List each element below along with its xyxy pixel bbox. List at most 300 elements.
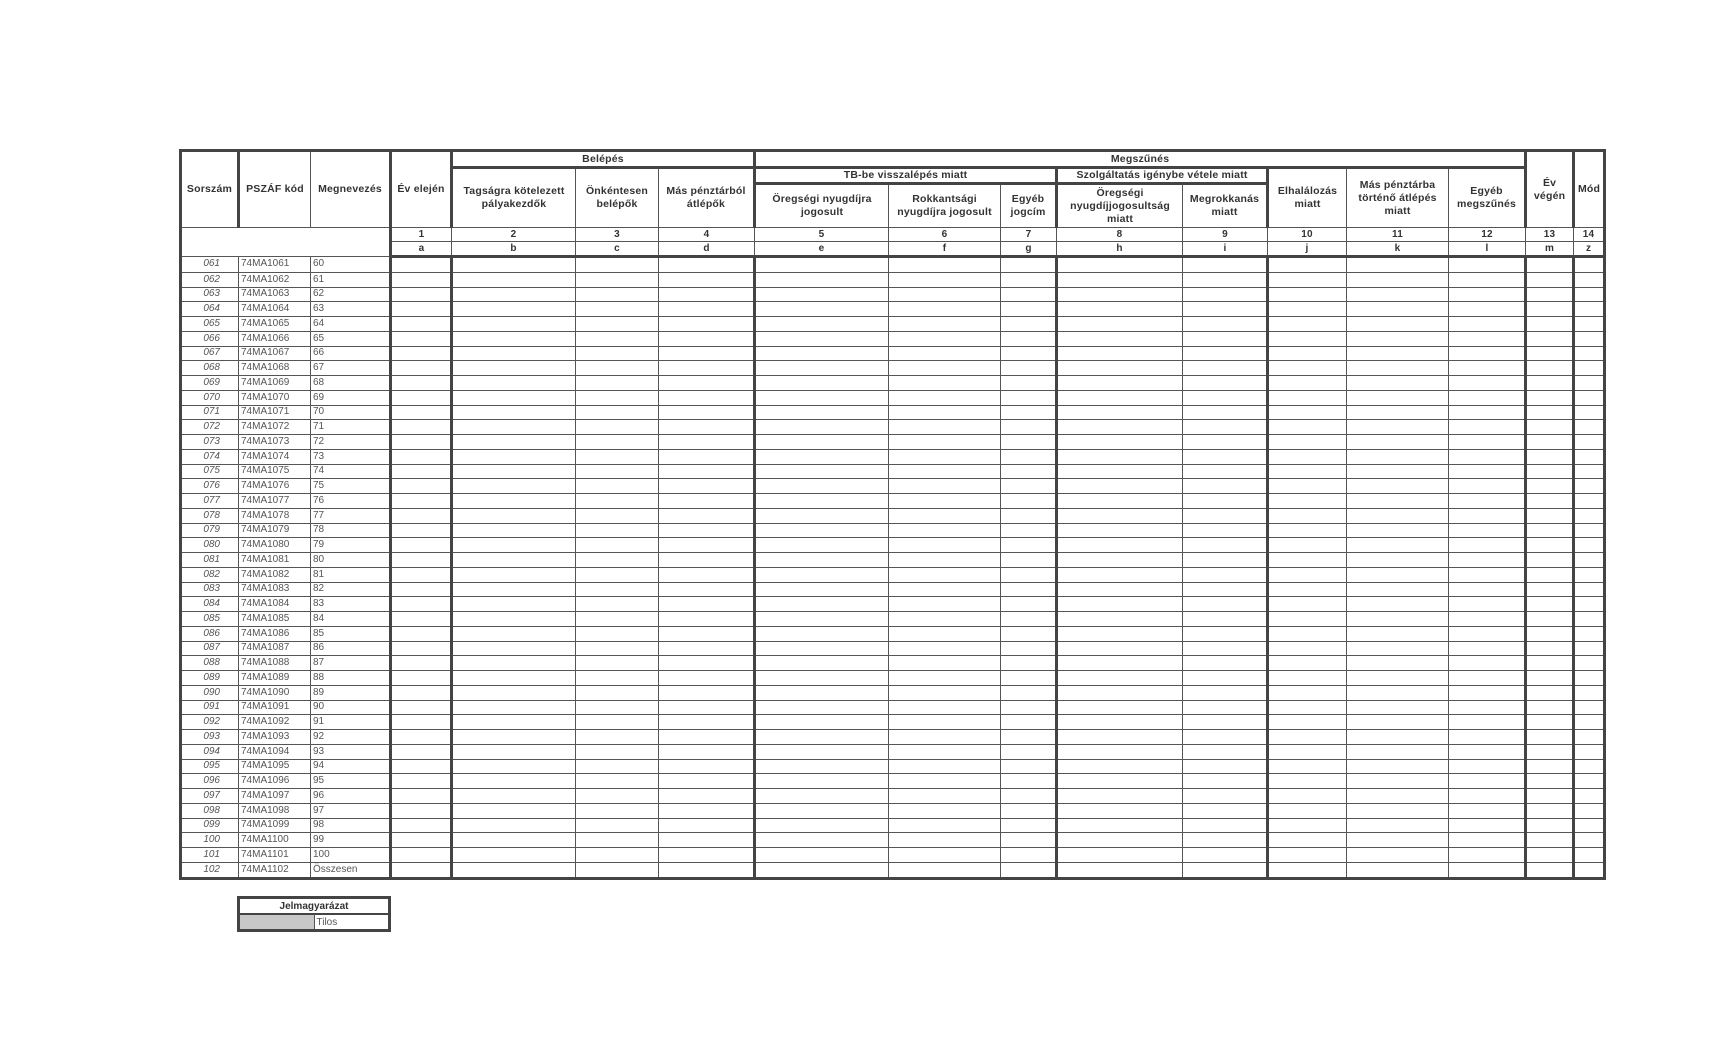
data-cell bbox=[889, 376, 1001, 391]
data-cell bbox=[1183, 759, 1268, 774]
column-number: 2 bbox=[452, 228, 576, 242]
data-cell bbox=[1347, 449, 1449, 464]
data-cell bbox=[1183, 553, 1268, 568]
data-cell bbox=[755, 553, 889, 568]
row-megnevezes: 85 bbox=[311, 626, 391, 641]
data-cell bbox=[889, 612, 1001, 627]
data-cell bbox=[576, 553, 659, 568]
data-cell bbox=[1268, 494, 1347, 509]
row-pszaf-kod: 74MA1099 bbox=[239, 818, 311, 833]
header-megszunes: Megszűnés bbox=[755, 151, 1526, 168]
data-cell bbox=[1574, 508, 1605, 523]
row-pszaf-kod: 74MA1082 bbox=[239, 567, 311, 582]
data-cell bbox=[755, 744, 889, 759]
data-cell bbox=[659, 833, 755, 848]
data-cell bbox=[1347, 435, 1449, 450]
data-cell bbox=[576, 449, 659, 464]
column-letter: f bbox=[889, 242, 1001, 257]
row-pszaf-kod: 74MA1096 bbox=[239, 774, 311, 789]
data-cell bbox=[659, 862, 755, 878]
data-cell bbox=[1183, 376, 1268, 391]
column-letter: i bbox=[1183, 242, 1268, 257]
data-cell bbox=[755, 848, 889, 863]
data-cell bbox=[659, 789, 755, 804]
header-oregsegi-nyugdij: Öregségi nyugdíjjogosultság miatt bbox=[1057, 184, 1183, 228]
data-cell bbox=[452, 523, 576, 538]
data-cell bbox=[1268, 744, 1347, 759]
data-cell bbox=[1449, 671, 1526, 686]
data-cell bbox=[1183, 818, 1268, 833]
data-cell bbox=[659, 538, 755, 553]
header-ev-elejen: Év elején bbox=[391, 151, 452, 228]
data-cell bbox=[1001, 789, 1057, 804]
row-megnevezes: 92 bbox=[311, 730, 391, 745]
data-cell bbox=[1183, 479, 1268, 494]
data-cell bbox=[1268, 317, 1347, 332]
column-letter: b bbox=[452, 242, 576, 257]
row-megnevezes: 77 bbox=[311, 508, 391, 523]
row-sorszam: 096 bbox=[181, 774, 239, 789]
data-cell bbox=[1449, 626, 1526, 641]
data-cell bbox=[1268, 818, 1347, 833]
row-pszaf-kod: 74MA1064 bbox=[239, 302, 311, 317]
row-pszaf-kod: 74MA1081 bbox=[239, 553, 311, 568]
data-cell bbox=[1183, 464, 1268, 479]
row-sorszam: 063 bbox=[181, 287, 239, 302]
data-cell bbox=[1449, 612, 1526, 627]
row-sorszam: 092 bbox=[181, 715, 239, 730]
data-cell bbox=[1268, 715, 1347, 730]
table-row bbox=[181, 567, 1605, 582]
data-cell bbox=[1001, 390, 1057, 405]
data-cell bbox=[889, 420, 1001, 435]
data-cell bbox=[659, 494, 755, 509]
row-pszaf-kod: 74MA1100 bbox=[239, 833, 311, 848]
row-sorszam: 071 bbox=[181, 405, 239, 420]
data-cell bbox=[1057, 494, 1183, 509]
data-cell bbox=[452, 641, 576, 656]
row-sorszam: 099 bbox=[181, 818, 239, 833]
row-sorszam: 097 bbox=[181, 789, 239, 804]
data-cell bbox=[889, 346, 1001, 361]
row-sorszam: 075 bbox=[181, 464, 239, 479]
data-cell bbox=[1526, 494, 1574, 509]
row-megnevezes: 73 bbox=[311, 449, 391, 464]
data-cell bbox=[1347, 730, 1449, 745]
data-cell bbox=[576, 774, 659, 789]
data-cell bbox=[391, 538, 452, 553]
data-cell bbox=[889, 700, 1001, 715]
data-cell bbox=[1001, 346, 1057, 361]
data-cell bbox=[1526, 464, 1574, 479]
row-sorszam: 061 bbox=[181, 257, 239, 273]
table-row bbox=[181, 302, 1605, 317]
data-cell bbox=[452, 612, 576, 627]
data-cell bbox=[1449, 597, 1526, 612]
row-megnevezes: 88 bbox=[311, 671, 391, 686]
data-cell bbox=[1183, 848, 1268, 863]
data-cell bbox=[1001, 833, 1057, 848]
data-cell bbox=[1449, 730, 1526, 745]
data-cell bbox=[1001, 626, 1057, 641]
data-cell bbox=[452, 272, 576, 287]
table-row bbox=[181, 612, 1605, 627]
row-pszaf-kod: 74MA1061 bbox=[239, 257, 311, 273]
data-cell bbox=[1001, 582, 1057, 597]
column-letter: a bbox=[391, 242, 452, 257]
table-row bbox=[181, 774, 1605, 789]
data-cell bbox=[755, 715, 889, 730]
data-cell bbox=[576, 656, 659, 671]
data-cell bbox=[1057, 818, 1183, 833]
data-cell bbox=[1183, 774, 1268, 789]
row-pszaf-kod: 74MA1086 bbox=[239, 626, 311, 641]
row-sorszam: 073 bbox=[181, 435, 239, 450]
data-cell bbox=[659, 420, 755, 435]
data-cell bbox=[1526, 641, 1574, 656]
header-oregsegi-jogosult: Öregségi nyugdíjra jogosult bbox=[755, 184, 889, 228]
row-megnevezes: 89 bbox=[311, 685, 391, 700]
row-megnevezes: 96 bbox=[311, 789, 391, 804]
table-row bbox=[181, 494, 1605, 509]
data-cell bbox=[576, 730, 659, 745]
data-cell bbox=[452, 848, 576, 863]
row-megnevezes: 93 bbox=[311, 744, 391, 759]
data-cell bbox=[1057, 390, 1183, 405]
data-cell bbox=[391, 700, 452, 715]
data-cell bbox=[1574, 582, 1605, 597]
data-cell bbox=[1057, 582, 1183, 597]
data-cell bbox=[1526, 685, 1574, 700]
data-cell bbox=[1574, 449, 1605, 464]
data-cell bbox=[1449, 567, 1526, 582]
data-cell bbox=[391, 582, 452, 597]
data-cell bbox=[1268, 803, 1347, 818]
data-cell bbox=[576, 287, 659, 302]
data-cell bbox=[1526, 803, 1574, 818]
data-cell bbox=[1001, 479, 1057, 494]
data-cell bbox=[1449, 715, 1526, 730]
table-row bbox=[181, 523, 1605, 538]
data-cell bbox=[1526, 774, 1574, 789]
data-cell bbox=[1268, 833, 1347, 848]
data-cell bbox=[1183, 597, 1268, 612]
row-sorszam: 100 bbox=[181, 833, 239, 848]
data-cell bbox=[1526, 700, 1574, 715]
row-megnevezes: 61 bbox=[311, 272, 391, 287]
data-cell bbox=[1574, 848, 1605, 863]
data-cell bbox=[1001, 302, 1057, 317]
data-cell bbox=[889, 774, 1001, 789]
data-cell bbox=[889, 803, 1001, 818]
data-cell bbox=[452, 803, 576, 818]
data-cell bbox=[1183, 317, 1268, 332]
row-pszaf-kod: 74MA1073 bbox=[239, 435, 311, 450]
data-cell bbox=[1183, 744, 1268, 759]
data-cell bbox=[1347, 272, 1449, 287]
data-cell bbox=[1449, 420, 1526, 435]
row-pszaf-kod: 74MA1088 bbox=[239, 656, 311, 671]
row-megnevezes: 60 bbox=[311, 257, 391, 273]
data-cell bbox=[755, 567, 889, 582]
data-cell bbox=[755, 523, 889, 538]
data-cell bbox=[659, 715, 755, 730]
data-cell bbox=[1183, 405, 1268, 420]
data-cell bbox=[1057, 464, 1183, 479]
data-cell bbox=[576, 862, 659, 878]
data-cell bbox=[889, 479, 1001, 494]
data-cell bbox=[1183, 523, 1268, 538]
table-row bbox=[181, 626, 1605, 641]
data-cell bbox=[1268, 346, 1347, 361]
data-cell bbox=[576, 523, 659, 538]
row-pszaf-kod: 74MA1090 bbox=[239, 685, 311, 700]
row-pszaf-kod: 74MA1079 bbox=[239, 523, 311, 538]
data-cell bbox=[1526, 862, 1574, 878]
data-cell bbox=[1574, 420, 1605, 435]
data-cell bbox=[755, 656, 889, 671]
data-cell bbox=[659, 567, 755, 582]
row-sorszam: 067 bbox=[181, 346, 239, 361]
data-cell bbox=[1574, 730, 1605, 745]
data-cell bbox=[1449, 272, 1526, 287]
data-cell bbox=[1347, 803, 1449, 818]
data-cell bbox=[576, 420, 659, 435]
data-cell bbox=[659, 597, 755, 612]
data-cell bbox=[659, 272, 755, 287]
data-cell bbox=[1057, 523, 1183, 538]
data-cell bbox=[576, 744, 659, 759]
data-cell bbox=[391, 494, 452, 509]
data-cell bbox=[1574, 272, 1605, 287]
data-cell bbox=[1449, 582, 1526, 597]
data-cell bbox=[1268, 361, 1347, 376]
data-cell bbox=[1057, 656, 1183, 671]
data-cell bbox=[452, 302, 576, 317]
data-cell bbox=[1574, 435, 1605, 450]
data-cell bbox=[889, 582, 1001, 597]
data-cell bbox=[576, 376, 659, 391]
data-cell bbox=[659, 287, 755, 302]
data-cell bbox=[889, 833, 1001, 848]
row-pszaf-kod: 74MA1097 bbox=[239, 789, 311, 804]
data-cell bbox=[1526, 331, 1574, 346]
data-cell bbox=[1526, 420, 1574, 435]
row-sorszam: 088 bbox=[181, 656, 239, 671]
data-cell bbox=[1526, 567, 1574, 582]
header-tb-be: TB-be visszalépés miatt bbox=[755, 168, 1057, 184]
data-cell bbox=[452, 420, 576, 435]
data-cell bbox=[1574, 862, 1605, 878]
data-cell bbox=[1449, 789, 1526, 804]
data-cell bbox=[1526, 302, 1574, 317]
column-number: 5 bbox=[755, 228, 889, 242]
data-cell bbox=[755, 641, 889, 656]
data-cell bbox=[1574, 759, 1605, 774]
data-cell bbox=[576, 597, 659, 612]
data-cell bbox=[1057, 862, 1183, 878]
column-number: 10 bbox=[1268, 228, 1347, 242]
data-cell bbox=[1057, 449, 1183, 464]
data-cell bbox=[1526, 390, 1574, 405]
data-cell bbox=[659, 700, 755, 715]
row-sorszam: 085 bbox=[181, 612, 239, 627]
data-cell bbox=[1057, 597, 1183, 612]
row-sorszam: 068 bbox=[181, 361, 239, 376]
row-pszaf-kod: 74MA1094 bbox=[239, 744, 311, 759]
table-row bbox=[181, 257, 1605, 273]
row-pszaf-kod: 74MA1095 bbox=[239, 759, 311, 774]
data-cell bbox=[659, 331, 755, 346]
data-cell bbox=[755, 346, 889, 361]
data-cell bbox=[1183, 272, 1268, 287]
data-cell bbox=[755, 774, 889, 789]
data-cell bbox=[1001, 317, 1057, 332]
data-cell bbox=[755, 494, 889, 509]
data-cell bbox=[1574, 464, 1605, 479]
data-cell bbox=[889, 317, 1001, 332]
data-cell bbox=[1001, 272, 1057, 287]
data-cell bbox=[391, 862, 452, 878]
data-cell bbox=[1574, 479, 1605, 494]
row-pszaf-kod: 74MA1087 bbox=[239, 641, 311, 656]
data-cell bbox=[452, 789, 576, 804]
data-cell bbox=[755, 464, 889, 479]
data-cell bbox=[391, 449, 452, 464]
data-cell bbox=[1268, 508, 1347, 523]
data-cell bbox=[659, 302, 755, 317]
data-cell bbox=[1183, 257, 1268, 273]
data-cell bbox=[1574, 641, 1605, 656]
data-cell bbox=[1347, 257, 1449, 273]
data-cell bbox=[1268, 641, 1347, 656]
data-cell bbox=[889, 449, 1001, 464]
data-cell bbox=[1001, 287, 1057, 302]
data-cell bbox=[1449, 523, 1526, 538]
data-cell bbox=[659, 317, 755, 332]
row-sorszam: 086 bbox=[181, 626, 239, 641]
data-cell bbox=[1526, 449, 1574, 464]
data-cell bbox=[576, 833, 659, 848]
column-number: 9 bbox=[1183, 228, 1268, 242]
table-row bbox=[181, 862, 1605, 878]
data-cell bbox=[452, 553, 576, 568]
data-cell bbox=[1001, 715, 1057, 730]
data-cell bbox=[1574, 803, 1605, 818]
data-cell bbox=[889, 553, 1001, 568]
data-cell bbox=[1347, 671, 1449, 686]
data-cell bbox=[755, 287, 889, 302]
data-cell bbox=[1574, 774, 1605, 789]
data-cell bbox=[755, 862, 889, 878]
data-cell bbox=[576, 494, 659, 509]
header-szolgaltatas: Szolgáltatás igénybe vétele miatt bbox=[1057, 168, 1268, 184]
column-number: 1 bbox=[391, 228, 452, 242]
data-cell bbox=[1001, 612, 1057, 627]
data-cell bbox=[659, 523, 755, 538]
data-cell bbox=[1347, 331, 1449, 346]
row-sorszam: 091 bbox=[181, 700, 239, 715]
data-cell bbox=[452, 464, 576, 479]
data-cell bbox=[576, 257, 659, 273]
data-cell bbox=[576, 685, 659, 700]
row-pszaf-kod: 74MA1065 bbox=[239, 317, 311, 332]
table-row bbox=[181, 331, 1605, 346]
data-cell bbox=[1449, 833, 1526, 848]
row-megnevezes: 69 bbox=[311, 390, 391, 405]
data-cell bbox=[755, 833, 889, 848]
row-megnevezes: 79 bbox=[311, 538, 391, 553]
data-cell bbox=[1268, 789, 1347, 804]
column-number: 11 bbox=[1347, 228, 1449, 242]
data-cell bbox=[755, 759, 889, 774]
data-cell bbox=[1574, 317, 1605, 332]
data-cell bbox=[1057, 420, 1183, 435]
data-cell bbox=[452, 257, 576, 273]
data-cell bbox=[755, 626, 889, 641]
data-cell bbox=[391, 464, 452, 479]
data-cell bbox=[889, 494, 1001, 509]
data-cell bbox=[1526, 272, 1574, 287]
data-cell bbox=[452, 390, 576, 405]
table-row bbox=[181, 405, 1605, 420]
data-cell bbox=[576, 671, 659, 686]
data-cell bbox=[1057, 685, 1183, 700]
data-cell bbox=[576, 612, 659, 627]
data-cell bbox=[1183, 361, 1268, 376]
data-cell bbox=[576, 626, 659, 641]
data-cell bbox=[391, 479, 452, 494]
data-cell bbox=[1574, 376, 1605, 391]
data-cell bbox=[452, 508, 576, 523]
row-megnevezes: 66 bbox=[311, 346, 391, 361]
data-cell bbox=[1183, 287, 1268, 302]
data-cell bbox=[1268, 376, 1347, 391]
data-cell bbox=[1574, 818, 1605, 833]
data-cell bbox=[1526, 789, 1574, 804]
data-cell bbox=[659, 449, 755, 464]
data-cell bbox=[1449, 862, 1526, 878]
table-row bbox=[181, 685, 1605, 700]
data-cell bbox=[452, 626, 576, 641]
header-mas-penztarba: Más pénztárba történő átlépés miatt bbox=[1347, 168, 1449, 228]
row-megnevezes: 98 bbox=[311, 818, 391, 833]
data-cell bbox=[1183, 302, 1268, 317]
data-cell bbox=[1183, 346, 1268, 361]
data-cell bbox=[1347, 538, 1449, 553]
data-cell bbox=[391, 317, 452, 332]
table-row bbox=[181, 582, 1605, 597]
data-cell bbox=[391, 361, 452, 376]
data-cell bbox=[452, 715, 576, 730]
data-cell bbox=[1449, 685, 1526, 700]
data-cell bbox=[1449, 774, 1526, 789]
table-row bbox=[181, 759, 1605, 774]
data-cell bbox=[1449, 479, 1526, 494]
data-cell bbox=[1347, 597, 1449, 612]
row-sorszam: 082 bbox=[181, 567, 239, 582]
data-cell bbox=[1574, 257, 1605, 273]
data-cell bbox=[659, 641, 755, 656]
data-cell bbox=[659, 774, 755, 789]
data-cell bbox=[755, 671, 889, 686]
data-cell bbox=[1449, 508, 1526, 523]
data-cell bbox=[1057, 257, 1183, 273]
table-row bbox=[181, 376, 1605, 391]
row-megnevezes: 90 bbox=[311, 700, 391, 715]
data-cell bbox=[1526, 818, 1574, 833]
table-row bbox=[181, 435, 1605, 450]
